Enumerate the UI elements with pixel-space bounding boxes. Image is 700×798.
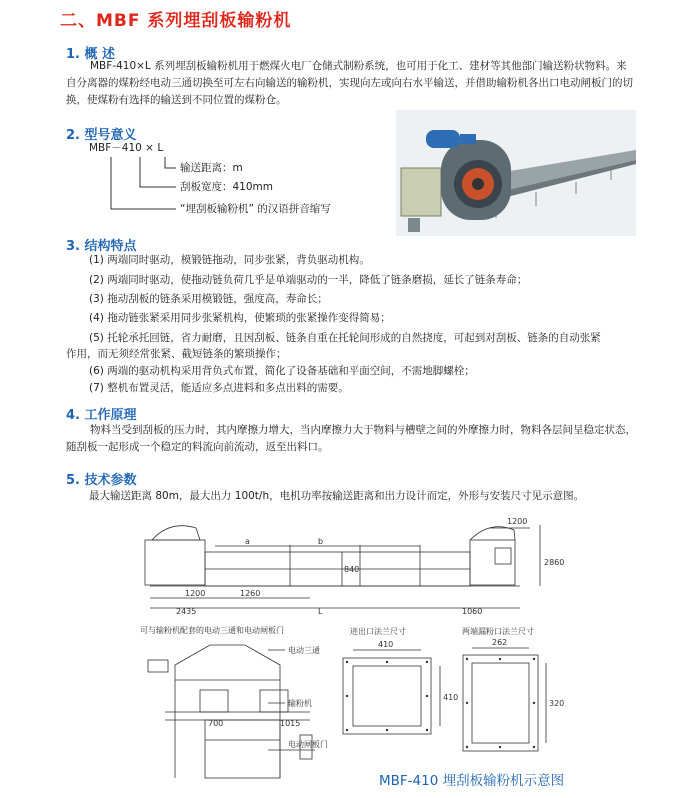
section-5-paragraph: 最大输送距离 80m，最大出力 100t/h，电机功率按输送距离和出力设计而定，外形与安装尺寸见示意图。 xyxy=(89,490,585,502)
tee-gate-note: 可与输粉机配套的电动三通和电动闸板门 xyxy=(140,626,284,635)
feature-item: (4) 拖动链张紧采用同步张紧机构，使繁琐的张紧操作变得简易； xyxy=(89,312,391,324)
feature-item: (1) 两端同时驱动，模锻链拖动，同步张紧，背负驱动机构。 xyxy=(89,254,370,266)
dim-2860: 2860 xyxy=(544,558,565,567)
section-4-paragraph: 物料当受到刮板的压力时，其内摩擦力增大，当内摩擦力大于物料与槽壁之间的外摩擦力时，物料各层间呈稳定状态，随刮板一起形成一个稳定的料流向前流动，返至出料口。 xyxy=(66,424,636,453)
drawing-caption: MBF-410 埋刮板输粉机示意图 xyxy=(379,773,565,789)
feature-item: (7) 整机布置灵活，能适应多点进料和多点出料的需要。 xyxy=(89,382,349,394)
feature-item: 作用，而无须经常张紧、截短链条的繁琐操作； xyxy=(66,348,287,360)
section-1-paragraph: MBF-410×L 系列埋刮板输粉机用于燃煤火电厂仓储式制粉系统，也可用于化工、建材等其他部门输送粉状物料。来自分离器的煤粉经电动三通切换至可左右向输送的输粉机，实现向左或向右水平输送，并借助输粉机各出口电动闸板门的切换，使煤粉有选择的输送到不同位置的煤粉仓。 xyxy=(66,60,633,106)
feature-item: (3) 拖动刮板的链条采用模锻链，强度高，寿命长； xyxy=(89,293,328,305)
inlet-height: 410 xyxy=(443,693,459,702)
model-meaning-width: 刮板宽度：410mm xyxy=(180,181,273,193)
feature-item: (5) 托轮承托回链，省力耐磨，且因刮板、链条自重在托轮间形成的自然挠度，可起到对刮板、链条的自动张紧 xyxy=(89,332,601,344)
dim-b: b xyxy=(318,537,324,546)
model-meaning-abbr: “埋刮板输粉机” 的汉语拼音缩写 xyxy=(180,203,331,215)
gate-flange-title: 两端漏粉口法兰尺寸 xyxy=(462,627,534,636)
section-4-heading: 4. 工作原理 xyxy=(66,408,137,423)
gate-height: 320 xyxy=(549,699,565,708)
dim-1200-a: 1200 xyxy=(185,589,206,598)
inlet-flange-title: 进出口法兰尺寸 xyxy=(350,627,406,636)
section-5-heading: 5. 技术参数 xyxy=(66,473,137,488)
gate-width: 262 xyxy=(492,638,508,647)
feature-item: (2) 两端同时驱动，使拖动链负荷几乎是单端驱动的一半，降低了链条磨损，延长了链条寿命； xyxy=(89,274,528,286)
dim-1200-b: 1200 xyxy=(507,517,528,526)
dim-2435: 2435 xyxy=(176,607,197,616)
inlet-width: 410 xyxy=(378,640,394,649)
label-tee: 电动三通 xyxy=(288,646,320,655)
dim-840: 840 xyxy=(344,565,360,574)
dim-1060: 1060 xyxy=(462,607,483,616)
dim-L: L xyxy=(318,607,323,616)
model-meaning-distance: 输送距离：m xyxy=(180,162,243,174)
page-title: 二、MBF 系列埋刮板输粉机 xyxy=(60,11,292,31)
label-conveyor: 输粉机 xyxy=(288,699,312,708)
dim-1015: 1015 xyxy=(280,719,301,728)
section-3-heading: 3. 结构特点 xyxy=(66,239,137,254)
section-1-heading: 1. 概 述 xyxy=(66,47,116,62)
dim-a: a xyxy=(245,537,250,546)
feature-item: (6) 两端的驱动机构采用背负式布置，简化了设备基础和平面空间，不需地脚螺栓； xyxy=(89,365,475,377)
dim-1260: 1260 xyxy=(240,589,261,598)
label-gate: 电动闸板门 xyxy=(288,740,328,749)
dim-700: 700 xyxy=(208,719,224,728)
model-code: MBF－410 × L xyxy=(89,142,164,154)
section-2-heading: 2. 型号意义 xyxy=(66,128,137,143)
